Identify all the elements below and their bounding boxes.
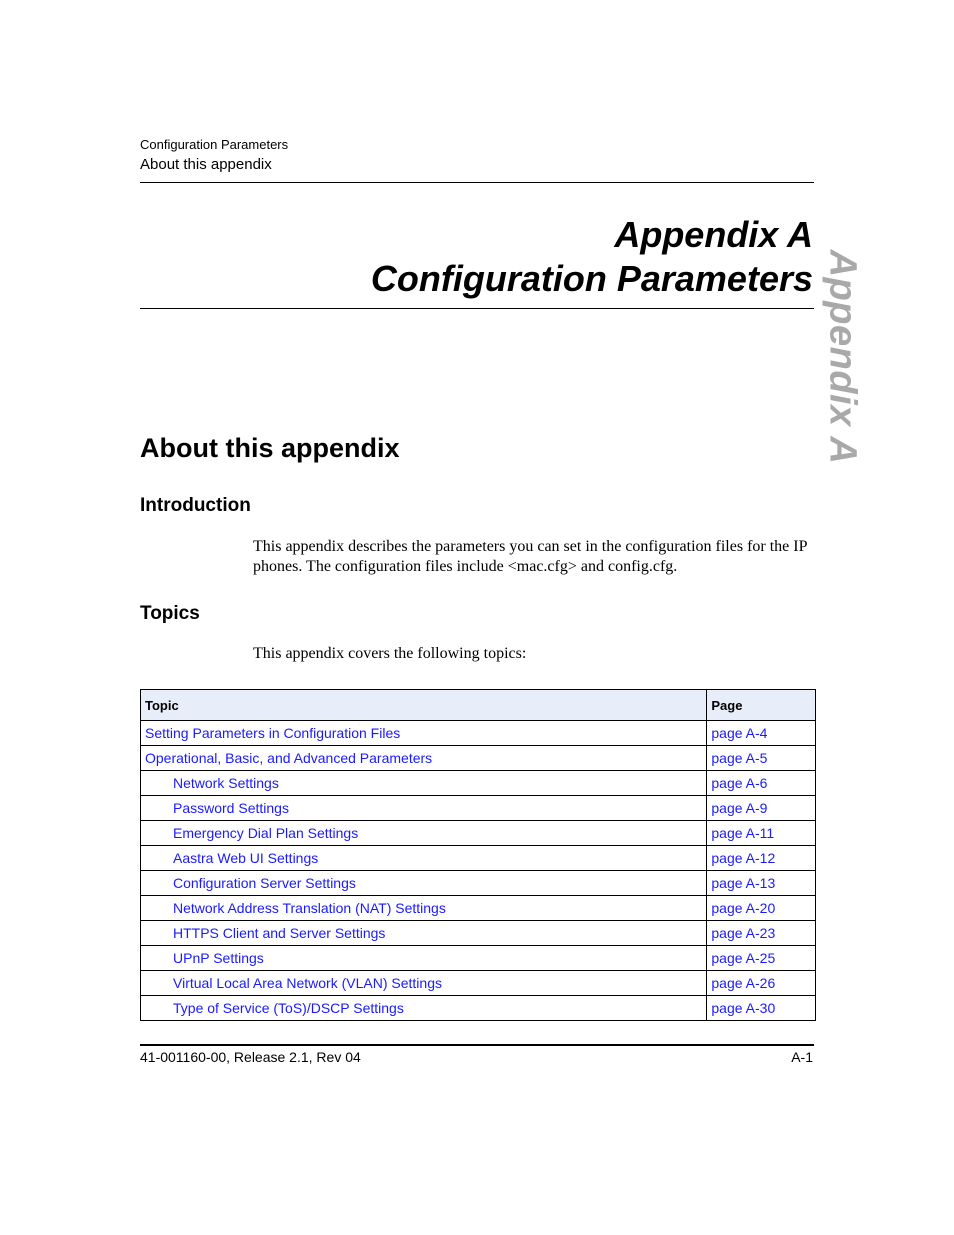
page-link[interactable]: page A-5 — [707, 746, 816, 771]
page-link[interactable]: page A-30 — [707, 996, 816, 1021]
topic-link[interactable]: Setting Parameters in Configuration Files — [141, 721, 707, 746]
topics-table — [140, 689, 816, 1021]
table-row — [141, 946, 816, 971]
footer-page-number: A-1 — [791, 1049, 813, 1065]
topics-heading: Topics — [140, 603, 200, 624]
page-link[interactable]: page A-26 — [707, 971, 816, 996]
page-link[interactable]: page A-9 — [707, 796, 816, 821]
page-link[interactable]: page A-20 — [707, 896, 816, 921]
topic-link[interactable]: Type of Service (ToS)/DSCP Settings — [141, 996, 707, 1021]
table-row — [141, 971, 816, 996]
column-header-topic: Topic — [141, 690, 707, 721]
chapter-title — [371, 213, 813, 301]
table-row — [141, 871, 816, 896]
table-header-row — [141, 690, 816, 721]
chapter-title-line2: Configuration Parameters — [370, 258, 813, 299]
chapter-title-line1: Appendix A — [614, 214, 813, 255]
topic-link[interactable]: Network Address Translation (NAT) Settings — [141, 896, 707, 921]
introduction-paragraph: This appendix describes the parameters you can set in the configuration files for the IP phones. The configuration files include <mac.cfg> and config.cfg. — [253, 538, 807, 575]
topic-link[interactable]: Operational, Basic, and Advanced Parameters — [141, 746, 707, 771]
table-row — [141, 796, 816, 821]
page-link[interactable]: page A-6 — [707, 771, 816, 796]
side-tab — [821, 249, 864, 465]
topic-link[interactable]: Configuration Server Settings — [141, 871, 707, 896]
running-header-chapter: Configuration Parameters — [140, 137, 289, 152]
topic-link[interactable]: UPnP Settings — [141, 946, 707, 971]
table-row — [141, 996, 816, 1021]
page-link[interactable]: page A-12 — [707, 846, 816, 871]
table-row — [141, 771, 816, 796]
topic-link[interactable]: Password Settings — [141, 796, 707, 821]
table-row — [141, 846, 816, 871]
page-link[interactable]: page A-13 — [707, 871, 816, 896]
table-row — [141, 746, 816, 771]
topic-link[interactable]: HTTPS Client and Server Settings — [141, 921, 707, 946]
page-link[interactable]: page A-25 — [707, 946, 816, 971]
page-link[interactable]: page A-4 — [707, 721, 816, 746]
page-link[interactable]: page A-11 — [707, 821, 816, 846]
table-row — [141, 921, 816, 946]
topic-link[interactable]: Network Settings — [141, 771, 707, 796]
title-rule — [140, 308, 814, 309]
running-header-section: About this appendix — [140, 156, 272, 173]
topic-link[interactable]: Virtual Local Area Network (VLAN) Settings — [141, 971, 707, 996]
table-row — [141, 896, 816, 921]
header-rule — [140, 182, 814, 183]
introduction-heading: Introduction — [140, 495, 251, 516]
topic-link[interactable]: Aastra Web UI Settings — [141, 846, 707, 871]
side-tab-label: Appendix A — [821, 249, 864, 465]
page-link[interactable]: page A-23 — [707, 921, 816, 946]
topics-intro: This appendix covers the following topics: — [253, 645, 527, 662]
column-header-page: Page — [707, 690, 816, 721]
section-heading: About this appendix — [140, 433, 400, 463]
table-row — [141, 721, 816, 746]
footer-rule — [140, 1044, 814, 1046]
topic-link[interactable]: Emergency Dial Plan Settings — [141, 821, 707, 846]
table-row — [141, 821, 816, 846]
footer-doc-id: 41-001160-00, Release 2.1, Rev 04 — [140, 1049, 361, 1065]
